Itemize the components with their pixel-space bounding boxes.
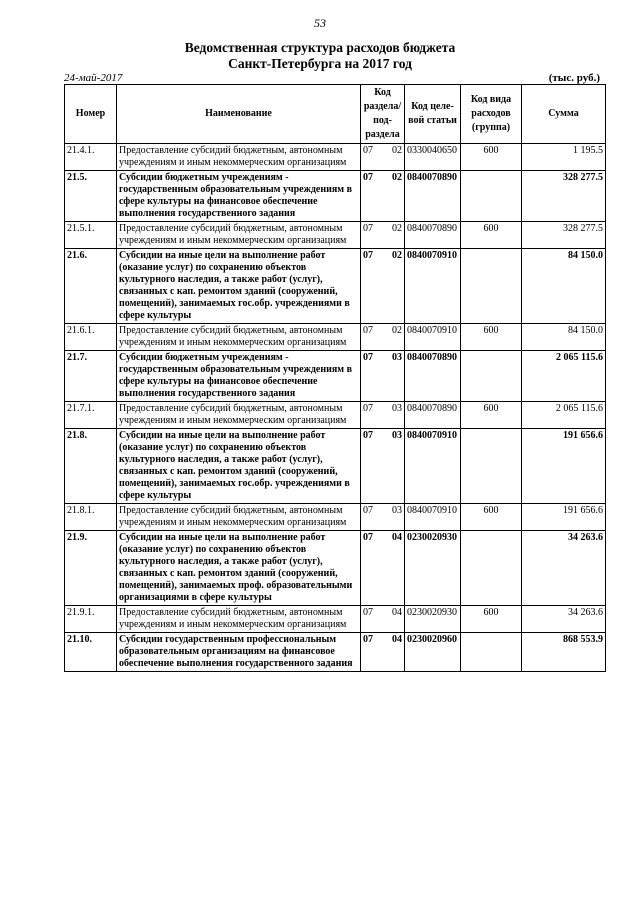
units-label: (тыс. руб.) [548,72,600,84]
table-row [65,351,606,402]
row-sum: 84 150.0 [522,324,606,351]
row-article-code: 0840070890 [405,351,461,402]
table-header-row [65,85,606,144]
row-section-code [361,171,405,222]
row-section: 07 [363,532,373,543]
row-sum: 868 553.9 [522,633,606,672]
row-subsection: 02 [392,250,402,261]
table-row [65,402,606,429]
row-sum: 328 277.5 [522,171,606,222]
table-body [65,144,606,672]
row-article-code: 0840070890 [405,222,461,249]
row-section-code [361,504,405,531]
row-name: Предоставление субсидий бюджетным, автономным учреждениям и иным некоммерческим организациям [117,606,361,633]
row-number: 21.9. [65,531,117,606]
budget-table [64,84,606,672]
row-expense-type [461,531,522,606]
row-expense-type: 600 [461,504,522,531]
row-subsection: 04 [392,634,402,645]
row-article-code: 0840070910 [405,249,461,324]
row-number: 21.9.1. [65,606,117,633]
row-section: 07 [363,325,373,336]
row-subsection: 02 [392,223,402,234]
header-section: Код раздела/ под-раздела [361,85,405,144]
header-type: Код вида расходов (группа) [461,85,522,144]
row-section-code [361,429,405,504]
row-sum: 191 656.6 [522,504,606,531]
row-section: 07 [363,505,373,516]
row-expense-type: 600 [461,402,522,429]
row-expense-type [461,249,522,324]
row-section-code [361,402,405,429]
row-name: Субсидии на иные цели на выполнение работ (оказание услуг) по сохранению объектов культурного наследия, а также работ (услуг), связанных с кап. ремонтом зданий (сооружений, помещений), занимаемых гос.обр. учреждениями в сфере культуры [117,429,361,504]
row-article-code: 0840070910 [405,504,461,531]
row-number: 21.7.1. [65,402,117,429]
table-row [65,429,606,504]
row-expense-type: 600 [461,324,522,351]
row-subsection: 03 [392,352,402,363]
table-row [65,249,606,324]
row-name: Предоставление субсидий бюджетным, автономным учреждениям и иным некоммерческим организациям [117,222,361,249]
row-section-code [361,633,405,672]
table-row [65,633,606,672]
row-name: Субсидии бюджетным учреждениям - государственным образовательным учреждениям в сфере культуры на финансовое обеспечение выполнения государственного задания [117,171,361,222]
row-article-code: 0840070890 [405,171,461,222]
row-section: 07 [363,607,373,618]
row-subsection: 03 [392,430,402,441]
row-article-code: 0230020930 [405,606,461,633]
row-name: Субсидии бюджетным учреждениям - государственным образовательным учреждениям в сфере культуры на финансовое обеспечение выполнения государственного задания [117,351,361,402]
row-number: 21.8. [65,429,117,504]
row-section: 07 [363,634,373,645]
title-line-2: Санкт-Петербурга на 2017 год [228,56,412,71]
row-number: 21.8.1. [65,504,117,531]
row-section-code [361,531,405,606]
header-article: Код целе-вой статьи [405,85,461,144]
row-number: 21.5.1. [65,222,117,249]
row-expense-type: 600 [461,606,522,633]
row-article-code: 0840070910 [405,429,461,504]
row-section-code [361,324,405,351]
row-article-code: 0230020960 [405,633,461,672]
row-subsection: 03 [392,403,402,414]
header-sum: Сумма [522,85,606,144]
row-name: Субсидии на иные цели на выполнение работ (оказание услуг) по сохранению объектов культурного наследия, а также работ (услуг), связанных с кап. ремонтом зданий (сооружений, помещений), занимаемых гос.обр. учреждениями в сфере культуры [117,249,361,324]
row-sum: 34 263.6 [522,606,606,633]
row-section: 07 [363,223,373,234]
table-row [65,144,606,171]
row-article-code: 0840070910 [405,324,461,351]
row-name: Предоставление субсидий бюджетным, автономным учреждениям и иным некоммерческим организациям [117,144,361,171]
row-section-code [361,249,405,324]
table-row [65,324,606,351]
table-row [65,222,606,249]
row-sum: 191 656.6 [522,429,606,504]
row-sum: 2 065 115.6 [522,402,606,429]
row-subsection: 02 [392,325,402,336]
row-expense-type [461,633,522,672]
row-number: 21.5. [65,171,117,222]
row-number: 21.10. [65,633,117,672]
row-section: 07 [363,172,373,183]
row-subsection: 02 [392,172,402,183]
row-sum: 34 263.6 [522,531,606,606]
row-section: 07 [363,250,373,261]
row-section-code [361,606,405,633]
row-section-code [361,222,405,249]
title-line-1: Ведомственная структура расходов бюджета [184,40,456,55]
row-expense-type [461,351,522,402]
row-sum: 84 150.0 [522,249,606,324]
row-name: Предоставление субсидий бюджетным, автономным учреждениям и иным некоммерческим организациям [117,402,361,429]
page-number: 53 [314,16,326,30]
row-expense-type [461,429,522,504]
row-number: 21.6.1. [65,324,117,351]
table-row [65,504,606,531]
row-section: 07 [363,430,373,441]
row-number: 21.7. [65,351,117,402]
document-date: 24-май-2017 [64,72,123,84]
row-article-code: 0230020930 [405,531,461,606]
row-section: 07 [363,145,373,156]
header-num: Номер [65,85,117,144]
row-sum: 328 277.5 [522,222,606,249]
table-row [65,606,606,633]
row-name: Субсидии государственным профессиональным образовательным организациям на финансовое обеспечение выполнения государственного задания [117,633,361,672]
table-row [65,171,606,222]
row-name: Субсидии на иные цели на выполнение работ (оказание услуг) по сохранению объектов культурного наследия, а также работ (услуг), связанных с кап. ремонтом зданий (сооружений, помещений), занимаемых проф. образовательными организациями в сфере культуры [117,531,361,606]
row-subsection: 04 [392,532,402,543]
row-name: Предоставление субсидий бюджетным, автономным учреждениям и иным некоммерческим организациям [117,324,361,351]
header-name: Наименование [117,85,361,144]
row-subsection: 03 [392,505,402,516]
row-subsection: 02 [392,145,402,156]
row-section-code [361,144,405,171]
row-sum: 2 065 115.6 [522,351,606,402]
row-subsection: 04 [392,607,402,618]
row-expense-type [461,171,522,222]
row-article-code: 0840070890 [405,402,461,429]
row-section: 07 [363,352,373,363]
row-number: 21.4.1. [65,144,117,171]
row-number: 21.6. [65,249,117,324]
document-title [0,40,640,72]
row-sum: 1 195.5 [522,144,606,171]
row-expense-type: 600 [461,222,522,249]
table-row [65,531,606,606]
row-expense-type: 600 [461,144,522,171]
row-name: Предоставление субсидий бюджетным, автономным учреждениям и иным некоммерческим организациям [117,504,361,531]
row-section-code [361,351,405,402]
row-section: 07 [363,403,373,414]
row-article-code: 0330040650 [405,144,461,171]
